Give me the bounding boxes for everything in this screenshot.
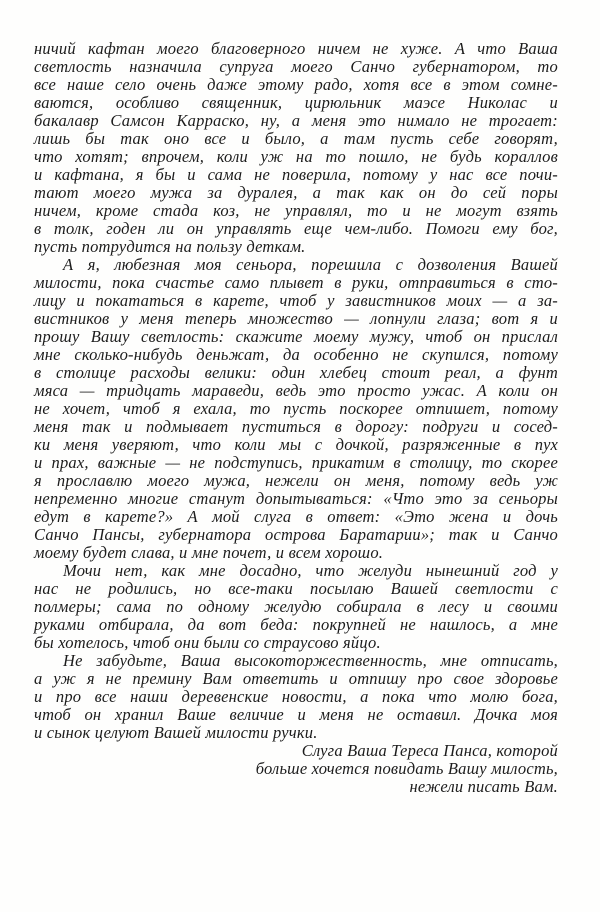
text-line: Санчо Пансы, губернатора острова Баратарии»; так и Санчо xyxy=(34,525,558,544)
text-line: в толк, годен ли он управлять еще чем-либо. Помоги ему бог, xyxy=(34,219,558,238)
signature-line: нежели писать Вам. xyxy=(409,777,558,796)
text-line: ваются, особливо священник, цирюльник маэсе Николас и xyxy=(34,93,558,112)
text-line: ки меня уверяют, что коли мы с дочкой, разряженные в пух xyxy=(34,435,558,454)
text-line: полмеры; сама по одному желудю собирала в лесу и своими xyxy=(34,597,558,616)
text-line: что хотят; впрочем, коли уж на то пошло, не будь кораллов xyxy=(34,147,558,166)
text-line: А я, любезная моя сеньора, порешила с дозволения Вашей xyxy=(63,255,558,274)
text-line: едут в карете?» А мой слуга в ответ: «Это жена и дочь xyxy=(34,507,558,526)
text-line: бы хотелось, чтоб они были со страусово яйцо. xyxy=(34,633,381,652)
text-block xyxy=(34,40,558,796)
text-line: моему будет слава, и мне почет, и всем хорошо. xyxy=(34,543,384,562)
text-line: лицу и покататься в карете, чтоб у завистников моих — а за- xyxy=(34,291,558,310)
text-line: милости, пока счастье само плывет в руки, отправиться в сто- xyxy=(34,273,558,292)
text-line: чтоб он хранил Ваше величие и меня не оставил. Дочка моя xyxy=(34,705,558,724)
text-line: и кафтана, я бы и сама не поверила, потому у нас все почи- xyxy=(34,165,558,184)
text-line: меня так и подмывает пуститься в дорогу: подруги и сосед- xyxy=(34,417,558,436)
text-line: и прах, важные — не подступись, прикатим в столицу, то скорее xyxy=(34,453,558,472)
text-line: и сынок целуют Вашей милости ручки. xyxy=(34,723,318,742)
text-line: руками отбирала, да вот беда: покрупней не нашлось, а мне xyxy=(34,615,558,634)
text-line: не хочет, чтоб я ехала, то пусть поскорее отпишет, потому xyxy=(34,399,558,418)
text-line: лишь бы так оно все и было, а там пусть себе говорят, xyxy=(34,129,558,148)
text-line: Мочи нет, как мне досадно, что желуди нынешний год у xyxy=(63,561,558,580)
text-line: бакалавр Самсон Карраско, ну, а меня это нимало не трогает: xyxy=(34,111,558,130)
text-line: а уж я не премину Вам ответить и отпишу про свое здоровье xyxy=(34,669,558,688)
text-line: тают моего мужа за дуралея, а так как он до сей поры xyxy=(34,183,558,202)
text-line: пусть потрудится на пользу деткам. xyxy=(34,237,306,256)
text-line: Не забудьте, Ваша высокоторжественность, мне отписать, xyxy=(63,651,558,670)
text-line: я прославлю моего мужа, нежели он меня, потому ведь уж xyxy=(34,471,558,490)
text-line: и про все наши деревенские новости, а пока что молю бога, xyxy=(34,687,558,706)
text-line: все наше село очень даже этому радо, хотя все в этом сомне- xyxy=(34,75,558,94)
text-line: в столице расходы велики: один хлебец стоит реал, а фунт xyxy=(34,363,558,382)
text-line: прошу Вашу светлость: скажите моему мужу, чтоб он прислал xyxy=(34,327,558,346)
text-line: нас не родились, но все-таки посылаю Вашей светлости с xyxy=(34,579,558,598)
text-line: мяса — тридцать мараведи, ведь это просто ужас. А коли он xyxy=(34,381,558,400)
text-line: ничем, кроме стада коз, не управлял, то и не могут взять xyxy=(34,201,558,220)
text-line: мне сколько-нибудь деньжат, да особенно не скупился, потому xyxy=(34,345,558,364)
signature-line: Слуга Ваша Тереса Панса, которой xyxy=(301,741,558,760)
text-line: ничий кафтан моего благоверного ничем не хуже. А что Ваша xyxy=(34,39,558,58)
signature-line: больше хочется повидать Вашу милость, xyxy=(255,759,558,778)
text-line: вистников у меня теперь множество — лопнули глаза; вот я и xyxy=(34,309,558,328)
text-line: светлость назначила супруга моего Санчо губернатором, то xyxy=(34,57,558,76)
text-line: непременно многие станут допытываться: «Что это за сеньоры xyxy=(34,489,558,508)
